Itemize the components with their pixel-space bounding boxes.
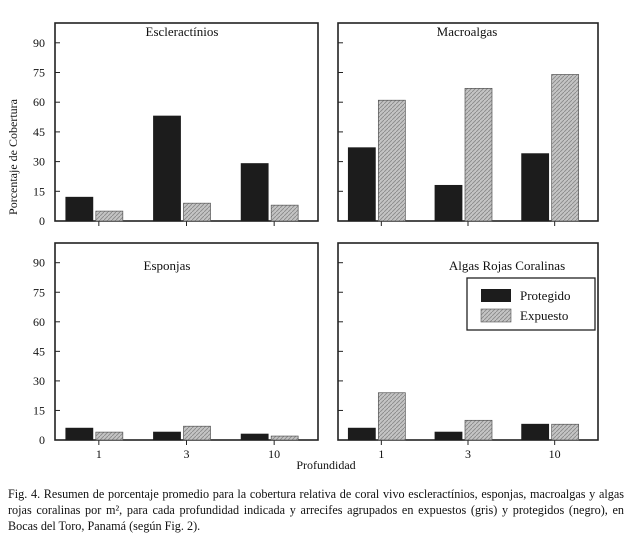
bar-esponjas-expuesto-1 <box>96 432 123 440</box>
bar-escleract-nios-expuesto-3 <box>184 203 211 221</box>
bar-algas-rojas-coralinas-protegido-3 <box>435 432 462 440</box>
x-axis-title: Profundidad <box>296 458 356 470</box>
figure-caption: Fig. 4. Resumen de porcentaje promedio para la cobertura relativa de coral vivo escleractínios, esponjas, macroalgas y algas rojas coralinas por m², para cada profundidad indicada y arrecifes agrupados en expuestos (gris) y protegidos (negro), en Bocas del Toro, Panamá (según Fig. 2). <box>8 487 624 533</box>
bar-escleract-nios-expuesto-1 <box>96 211 123 221</box>
bar-macroalgas-protegido-1 <box>348 148 375 221</box>
panel-title-macroalgas: Macroalgas <box>436 24 498 39</box>
bar-esponjas-protegido-10 <box>241 434 268 440</box>
y-tick-label-esponjas-90: 90 <box>33 255 45 270</box>
x-tick-label-esponjas-3: 3 <box>183 447 190 461</box>
y-tick-label-escleract-nios-30: 30 <box>33 154 45 169</box>
bar-algas-rojas-coralinas-expuesto-1 <box>378 393 405 440</box>
bar-macroalgas-expuesto-1 <box>378 100 405 221</box>
y-tick-label-escleract-nios-75: 75 <box>33 65 45 80</box>
bar-esponjas-protegido-1 <box>66 428 93 440</box>
legend-swatch-protegido <box>481 289 511 302</box>
panels-group <box>33 23 598 461</box>
bar-esponjas-expuesto-10 <box>271 436 298 440</box>
legend-label-protegido: Protegido <box>520 288 571 303</box>
y-tick-label-escleract-nios-15: 15 <box>33 184 45 199</box>
bar-escleract-nios-protegido-10 <box>241 164 268 221</box>
y-tick-label-esponjas-45: 45 <box>33 344 45 359</box>
y-tick-label-esponjas-75: 75 <box>33 285 45 300</box>
bar-macroalgas-protegido-10 <box>522 154 549 221</box>
legend-label-expuesto: Expuesto <box>520 308 569 323</box>
y-tick-label-escleract-nios-0: 0 <box>39 214 45 228</box>
y-tick-label-esponjas-0: 0 <box>39 433 45 447</box>
x-tick-label-esponjas-1: 1 <box>95 447 102 461</box>
y-tick-label-esponjas-30: 30 <box>33 373 45 388</box>
bar-macroalgas-expuesto-3 <box>465 88 492 221</box>
bar-algas-rojas-coralinas-protegido-10 <box>522 424 549 440</box>
y-tick-label-esponjas-60: 60 <box>33 314 45 329</box>
bar-algas-rojas-coralinas-expuesto-3 <box>465 420 492 440</box>
y-tick-label-escleract-nios-60: 60 <box>33 95 45 110</box>
legend-swatch-expuesto <box>481 309 511 322</box>
chart-legend <box>467 278 595 330</box>
bar-algas-rojas-coralinas-expuesto-10 <box>552 424 579 440</box>
panel-title-esponjas: Esponjas <box>143 258 191 273</box>
x-tick-label-esponjas-10: 10 <box>268 447 281 461</box>
x-tick-label-algas-rojas-coralinas-10: 10 <box>548 447 561 461</box>
y-tick-label-escleract-nios-45: 45 <box>33 124 45 139</box>
bar-macroalgas-expuesto-10 <box>552 74 579 221</box>
x-tick-label-algas-rojas-coralinas-1: 1 <box>378 447 385 461</box>
y-tick-label-esponjas-15: 15 <box>33 403 45 418</box>
bar-algas-rojas-coralinas-protegido-1 <box>348 428 375 440</box>
panel-title-escleract-nios: Escleractínios <box>145 24 219 39</box>
bar-esponjas-expuesto-3 <box>184 426 211 440</box>
panel-frame-escleract-nios <box>55 23 318 221</box>
panel-title-algas-rojas-coralinas: Algas Rojas Coralinas <box>448 258 566 273</box>
bar-macroalgas-protegido-3 <box>435 185 462 221</box>
y-axis-title: Porcentaje de Cobertura <box>6 99 20 215</box>
bar-esponjas-protegido-3 <box>154 432 181 440</box>
bar-escleract-nios-expuesto-10 <box>271 205 298 221</box>
bar-escleract-nios-protegido-3 <box>154 116 181 221</box>
y-tick-label-escleract-nios-90: 90 <box>33 35 45 50</box>
bar-escleract-nios-protegido-1 <box>66 197 93 221</box>
x-tick-label-algas-rojas-coralinas-3: 3 <box>465 447 471 461</box>
